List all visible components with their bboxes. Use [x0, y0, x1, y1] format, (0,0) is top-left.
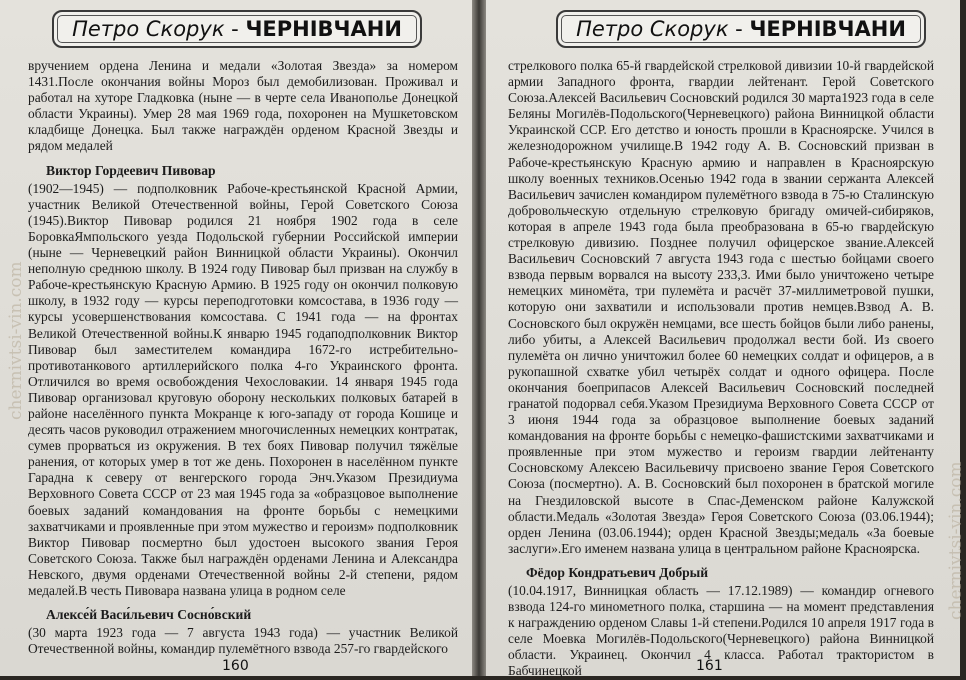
intro-paragraph: вручением ордена Ленина и медали «Золотая Звезда» за номером 1431.После окончания войны Мороз был демобилизован. Проживал и работал на хуторе Гладковка (ныне — в черте села Иванополье Донецкой области Украины). Умер 28 мая 1969 года, похоронен на Мушкетовском кладбище Донецка. Был также награждён орденом Красной Звезды и рядом медалей	[28, 58, 458, 154]
body-paragraph: стрелкового полка 65-й гвардейской стрелковой дивизии 10-й гвардейской армии Западного фронта, гвардии лейтенант. Герой Советского Союза.Алексей Васильевич Сосновский родился 30 марта1923 года в селе Беляны Могилёв-Подольского(Черневецкого) района Винницкой области Украинской ССР. Его детство и юность прошли в Красноярске. Учился в железнодорожном училище.В 1942 году А. В. Сосновский призван в Рабоче-крестьянскую Красную армию и направлен в Красноярскую школу военных техников.Осенью 1942 года в звании сержанта Алексей Васильевич зачислен командиром пулемётного взвода в 75-ю Сталинскую добровольческую отдельную стрелковую бригаду омичей-сибиряков, которая в апреле 1943 года была преобразована в 65-ю гвардейскую стрелковую дивизию. Позднее получил офицерское звание.Алексей Васильевич Сосновский 7 августа 1943 года с шестью бойцами своего взвода первым ворвался на высоту 233,3. Ими было уничтожено четыре немецких миномёта, три пулемёта и расчёт 37-миллиметровой пушки, которую они захватили и использовали против немцев.Взвод А. В. Сосновского был окружён немцами, все шесть бойцов были либо ранены, либо убиты, а Алексей Васильевич продолжал вести бой. Из своего пулемёта он лично уничтожил более 60 немецких солдат и офицеров, а в рукопашной схватке убил четырёх солдат и одного офицера. После окончания боеприпасов Алексей Васильевич Сосновский последней гранатой подорвал себя.Указом Президиума Верховного Совета СССР от 3 июня 1944 года за образцовое выполнение боевых заданий командования на фронте борьбы с немецко-фашистскими захватчиками и проявленные при этом мужество и героизм гвардии лейтенанту Сосновскому Алексею Васильевичу присвоено звание Героя Советского Союза (посмертно). А. В. Сосновский был похоронен в братской могиле на Гнездиловской высоте в Спас-Деменском районе Калужской области.Медаль «Золотая Звезда» Героя Советского Союза (03.06.1944); орден Ленина (03.06.1944); орден Красной Звезды;медаль «За боевые заслуги».Его именем названа улица в центральном районе Красноярска.	[508, 58, 934, 556]
header-separator: -	[224, 17, 246, 41]
section-heading: Фёдор Кондратьевич Добрый	[526, 564, 709, 580]
running-header	[52, 10, 422, 48]
running-header	[556, 10, 926, 48]
section-heading: Алексе́й Васи́льевич Сосно́вский	[46, 607, 252, 623]
body-paragraph: (1902—1945) — подполковник Рабоче-крестьянской Красной Армии, участник Великой Отечественной войны, Герой Советского Союза (1945).Виктор Пивовар родился 21 ноября 1902 года в селе БоровкаЯмпольского уезда Подольской губернии Российской империи (ныне — Черневецкий район Винницкой области Украины). Окончил неполную среднюю школу. В 1924 году Пивовар был призван на службу в Рабоче-крестьянскую Красную Армию. В 1925 году он окончил полковую школу, в 1932 году — курсы переподготовки комсостава, в 1936 году — курсы усовершенствования комсостава. С 1941 года — на фронтах Великой Отечественной войны.К январю 1945 годаподполковник Виктор Пивовар был заместителем командира 1672-го истребительно-противотанкового артиллерийского полка 4-го Украинского фронта. Отличился во время освобождения Чехословакии. 14 января 1945 года Пивовар организовал круговую оборону нескольких полковых батарей в районе населённого пункта Мокранце к юго-западу от города Кошице и десять часов руководил отражением многочисленных немецких контратак, сумев прорваться из окружения. В тех боях Пивовар получил тяжёлые ранения, от которых умер в тот же день. Похоронен в населённом пункте Гарадна к северу от венгерского города Энч.Указом Президиума Верховного Совета СССР от 23 мая 1945 года за «образцовое выполнение боевых заданий командования на фронте борьбы с немецкими захватчиками и проявленные при этом мужество и героизм» подполковник Виктор Пивовар посмертно был удостоен высокого звания Героя Советского Союза. Также был награждён орденами Ленина и Александра Невского, двумя орденами Отечественной войны 2-й степени, рядом медалей.В честь Пивовара названа улица в родном селе	[28, 180, 458, 598]
header-separator: -	[728, 17, 750, 41]
page-number: 160	[222, 658, 249, 674]
watermark: chernivtsi-vin.com	[946, 461, 966, 620]
header-title	[576, 17, 906, 41]
watermark: chernivtsi-vin.com	[6, 261, 26, 420]
header-title	[72, 17, 402, 41]
right-page-text	[508, 58, 934, 680]
left-page-text	[28, 58, 458, 657]
page-number: 161	[696, 658, 723, 674]
body-paragraph: (10.04.1917, Винницкая область — 17.12.1989) — командир огневого взвода 124-го минометного полка, старшина — на момент представления к награждению орденом Славы 1-й степени.Родился 10 апреля 1917 года в селе Моевка Могилёв-Подольского(Черневецкого) района Винницкой области. Украинец. Окончил 4 класса. Работал трактористом в Бабчинецкой	[508, 583, 934, 679]
body-paragraph: (30 марта 1923 года — 7 августа 1943 года) — участник Великой Отечественной войны, командир пулемётного взвода 257-го гвардейского	[28, 625, 458, 657]
right-page	[486, 0, 960, 679]
header-author: Петро Скорук	[576, 17, 729, 41]
header-city: ЧЕРНІВЧАНИ	[245, 17, 402, 41]
section-heading: Виктор Гордеевич Пивовар	[46, 162, 216, 178]
header-city: ЧЕРНІВЧАНИ	[749, 17, 906, 41]
book-gutter	[472, 0, 486, 676]
header-author: Петро Скорук	[72, 17, 225, 41]
left-page	[0, 0, 472, 676]
